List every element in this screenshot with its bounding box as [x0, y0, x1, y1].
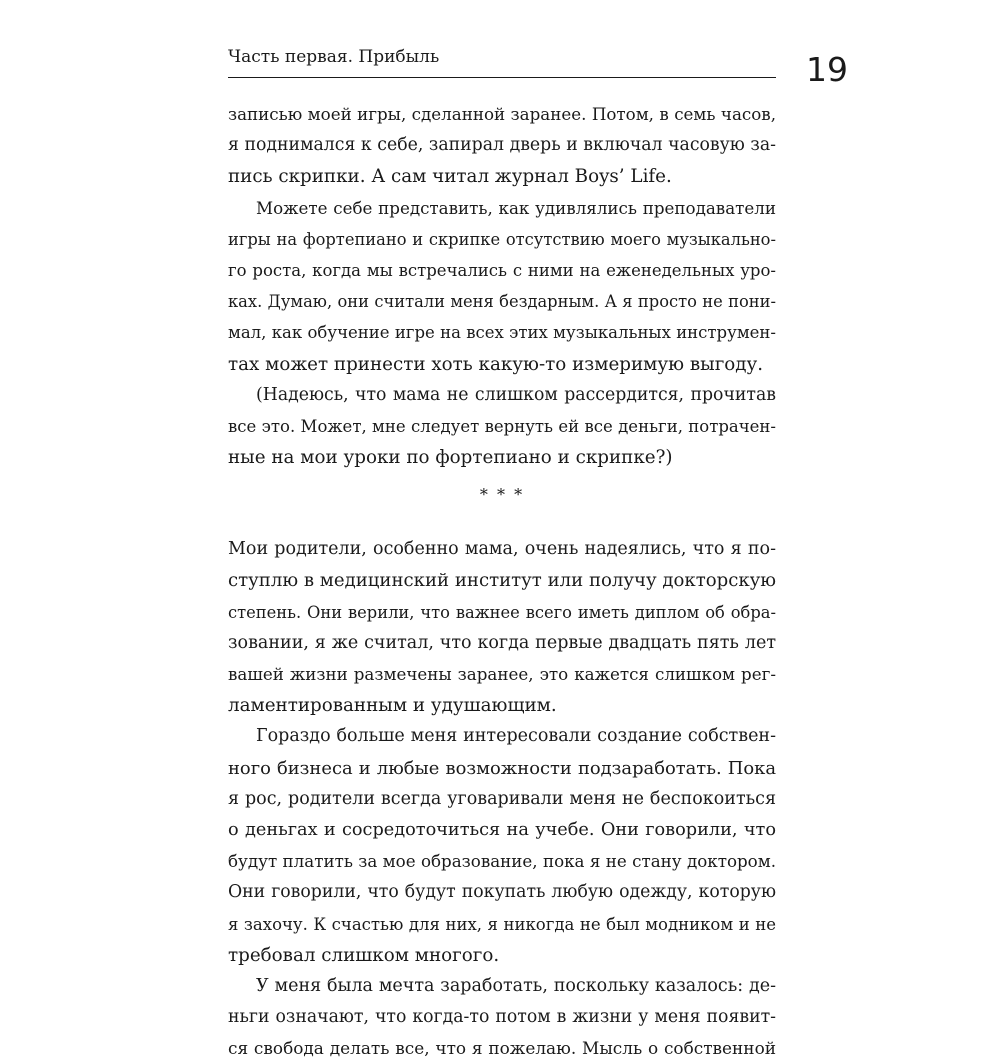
text-line: будут платить за мое образование, пока я не стану доктором.	[228, 851, 776, 872]
text-line: ся свобода делать все, что я пожелаю. Мысль о собственной	[228, 1038, 776, 1059]
paragraph	[228, 721, 776, 971]
page-number: 19	[806, 50, 848, 89]
text-line: о деньгах и сосредоточиться на учебе. Они говорили, что	[228, 819, 776, 840]
text-line: зовании, я же считал, что когда первые двадцать пять лет	[228, 632, 776, 653]
text-line: Гораздо больше меня интересовали создание собствен-	[256, 726, 776, 747]
paragraph	[228, 534, 776, 721]
text-line: требовал слишком многого.	[228, 944, 500, 966]
paragraph-continued	[228, 99, 776, 193]
text-line: ные на мои уроки по фортепиано и скрипке?)	[228, 447, 673, 469]
text-line: ках. Думаю, они считали меня бездарным. А я просто не пони-	[228, 292, 776, 312]
text-line: вашей жизни размечены заранее, это кажется слишком рег-	[228, 664, 776, 684]
text-line: я захочу. К счастью для них, я никогда не был модником и не	[228, 914, 776, 934]
header-rule	[228, 77, 776, 78]
text-line: все это. Может, мне следует вернуть ей все деньги, потрачен-	[228, 416, 776, 436]
text-line: ньги означают, что когда-то потом в жизни у меня появит-	[228, 1007, 776, 1028]
text-line: я рос, родители всегда уговаривали меня не беспокоиться	[228, 788, 776, 809]
text-line: ламентированным и удушающим.	[228, 695, 557, 717]
text-line: ступлю в медицинский институт или получу докторскую	[228, 570, 777, 592]
section-separator: * * *	[479, 485, 525, 505]
text-line: Мои родители, особенно мама, очень надеялись, что я по-	[228, 539, 776, 560]
text-line: Можете себе представить, как удивлялись преподаватели	[256, 197, 776, 218]
running-head-title: Часть первая. Прибыль	[228, 47, 440, 67]
text-line: ного бизнеса и любые возможности подзаработать. Пока	[228, 757, 776, 779]
text-line: степень. Они верили, что важнее всего иметь диплом об обра-	[228, 602, 776, 622]
text-line: записью моей игры, сделанной заранее. Потом, в семь часов,	[228, 104, 776, 124]
text-line: У меня была мечта заработать, поскольку казалось: де-	[256, 975, 776, 996]
text-line: пись скрипки. А сам читал журнал Boys’ Life.	[228, 166, 672, 188]
text-line: я поднимался к себе, запирал дверь и включал часовую за-	[228, 135, 776, 156]
text-line: го роста, когда мы встречались с ними на еженедельных уро-	[228, 260, 776, 280]
paragraph	[228, 380, 776, 474]
paragraph	[228, 971, 776, 1064]
text-line: Они говорили, что будут покупать любую одежду, которую	[228, 882, 776, 903]
body-text	[228, 99, 776, 1064]
text-line: игры на фортепиано и скрипке отсутствию моего музыкально-	[228, 229, 776, 249]
text-line: (Надеюсь, что мама не слишком рассердится, прочитав	[256, 384, 776, 405]
paragraph	[228, 193, 776, 380]
text-line: мал, как обучение игре на всех этих музыкальных инструмен-	[228, 323, 776, 343]
text-line: тах может принести хоть какую-то измеримую выгоду.	[228, 353, 764, 375]
